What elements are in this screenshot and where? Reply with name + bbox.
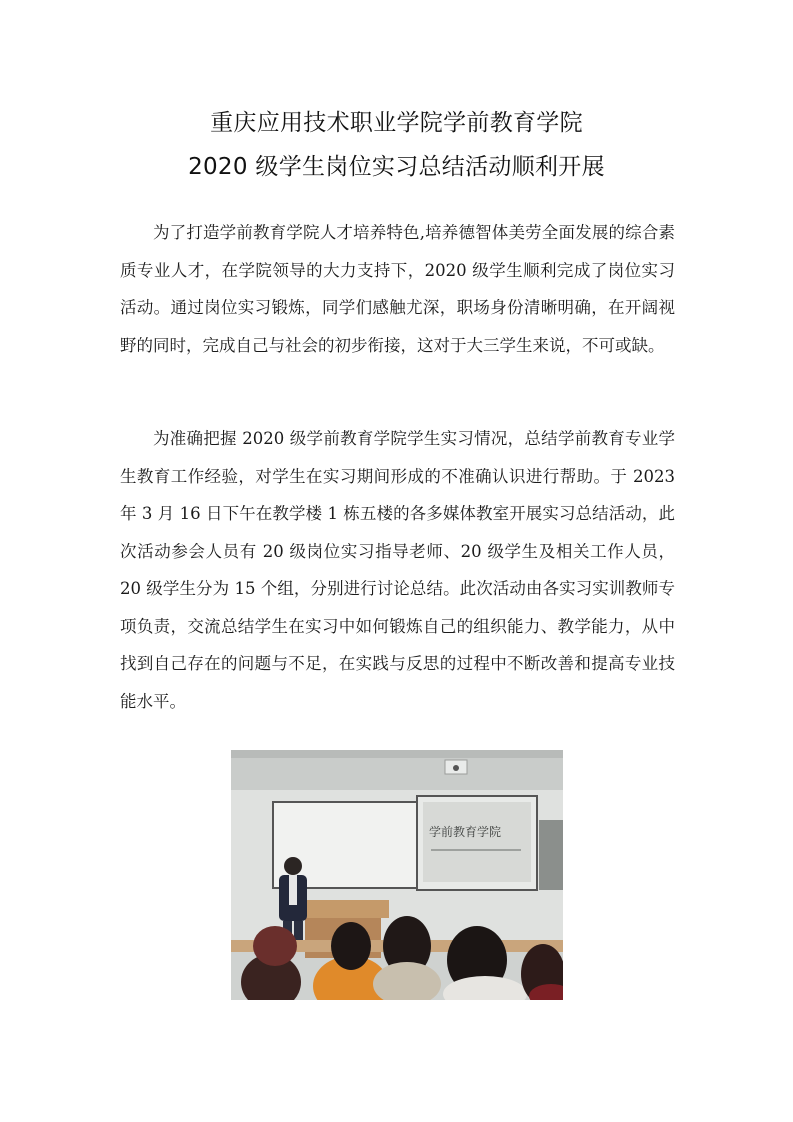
page-title-line-1: 重庆应用技术职业学院学前教育学院 bbox=[210, 110, 583, 136]
paragraph-activity: 为准确把握 2020 级学前教育学院学生实习情况，总结学前教育专业学生教育工作经验，对学生在实习期间形成的不准确认识进行帮助。于 2023 年 3 月 16 日下午在教学楼 1 栋五楼的各多媒体教室开展实习总结活动，此次活动参会人员有 20 级岗位实习指导老师、20 级学生及相关工作人员，20 级学生分为 15 个组，分别进行讨论总结。此次活动由各实习实训教师专项负责，交流总结学生在实习中如何锻炼自己的组织能力、教学能力，从中找到自己存在的问题与不足，在实践与反思的过程中不断改善和提高专业技能水平。 bbox=[120, 429, 675, 711]
page-title-line-2: 2020 级学生岗位实习总结活动顺利开展 bbox=[188, 154, 605, 180]
classroom-photo bbox=[231, 750, 563, 1000]
paragraph-intro: 为了打造学前教育学院人才培养特色,培养德智体美劳全面发展的综合素质专业人才，在学院领导的大力支持下，2020 级学生顺利完成了岗位实习活动。通过岗位实习锻炼，同学们感触尤深，职场身份清晰明确，在开阔视野的同时，完成自己与社会的初步衔接，这对于大三学生来说，不可或缺。 bbox=[120, 223, 675, 355]
projection-screen-text: 学前教育学院 bbox=[429, 825, 502, 839]
classroom-photo-illustration bbox=[231, 750, 563, 1000]
